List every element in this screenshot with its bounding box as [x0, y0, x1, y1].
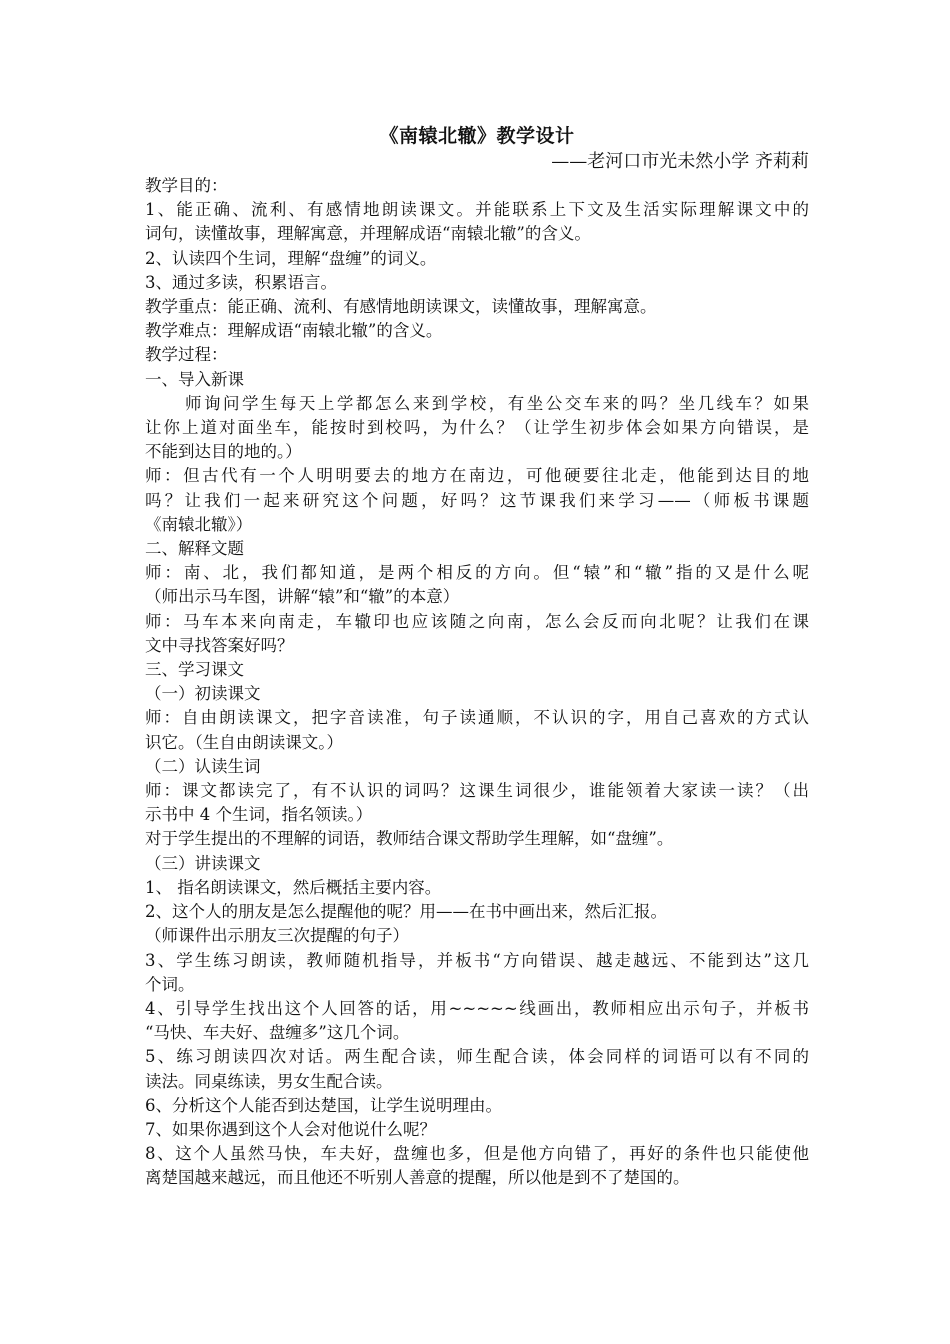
body-line: 3、学生练习朗读，教师随机指导，并板书“方向错误、越走越远、不能到达”这几: [145, 950, 809, 970]
body-line: （二）认读生词: [145, 756, 261, 776]
body-line: （一）初读课文: [145, 684, 261, 704]
body-line: 离楚国越来越远，而且他还不听别人善意的提醒，所以他是到不了楚国的。: [145, 1168, 690, 1188]
body-line: 师询问学生每天上学都怎么来到学校，有坐公交车来的吗？坐几线车？如果: [185, 393, 809, 413]
body-line: 《南辕北辙》）: [145, 514, 253, 534]
body-line: 教学过程：: [145, 345, 228, 365]
body-line: 师：南、北，我们都知道，是两个相反的方向。但“辕”和“辙”指的又是什么呢: [145, 563, 809, 583]
body-line: （师出示马车图，讲解“辕”和“辙”的本意）: [145, 587, 460, 607]
document-page: [145, 122, 809, 1191]
body-line: 二、解释文题: [145, 539, 244, 559]
body-line: 识它。（生自由朗读课文。）: [145, 732, 343, 752]
body-line: 不能到达目的地的。）: [145, 442, 302, 462]
body-line: 个词。: [145, 974, 195, 994]
body-line: 3、通过多读，积累语言。: [145, 272, 337, 292]
body-line: 8、这个人虽然马快，车夫好，盘缠也多，但是他方向错了，再好的条件也只能使他: [145, 1144, 809, 1164]
body-line: 词句，读懂故事，理解寓意，并理解成语“南辕北辙”的含义。: [145, 224, 591, 244]
body-line: 读法。同桌练读，男女生配合读。: [145, 1071, 393, 1091]
body-line: 2、这个人的朋友是怎么提醒他的呢？用——在书中画出来，然后汇报。: [145, 902, 667, 922]
body-line: 6、分析这个人能否到达楚国，让学生说明理由。: [145, 1095, 502, 1115]
body-line: 1、能正确、流利、有感情地朗读课文。并能联系上下文及生活实际理解课文中的: [145, 200, 809, 220]
document-title: 《南辕北辙》教学设计: [379, 125, 575, 147]
body-line: 吗？让我们一起来研究这个问题，好吗？这节课我们来学习——（师板书课题: [145, 490, 809, 510]
body-line: 师：课文都读完了，有不认识的词吗？这课生词很少，谁能领着大家读一读？（出: [145, 781, 809, 801]
body-line: 对于学生提出的不理解的词语，教师结合课文帮助学生理解，如“盘缠”。: [145, 829, 674, 849]
body-line: （三）讲读课文: [145, 853, 261, 873]
body-line: 2、认读四个生词，理解“盘缠”的词义。: [145, 248, 437, 268]
body-line: 文中寻找答案好吗？: [145, 635, 294, 655]
body-line: 5、练习朗读四次对话。两生配合读，师生配合读，体会同样的词语可以有不同的: [145, 1047, 809, 1067]
document-body: [145, 174, 809, 1191]
body-line: “马快、车夫好、盘缠多”这几个词。: [145, 1023, 410, 1043]
body-line: 师：自由朗读课文，把字音读准，句子读通顺，不认识的字，用自己喜欢的方式认: [145, 708, 809, 728]
body-line: 教学难点：理解成语“南辕北辙”的含义。: [145, 321, 443, 341]
body-line: 三、学习课文: [145, 660, 244, 680]
body-line: 教学重点：能正确、流利、有感情地朗读课文，读懂故事，理解寓意。: [145, 297, 657, 317]
body-line: 示书中 4 个生词，指名领读。）: [145, 805, 373, 825]
body-line: 4、引导学生找出这个人回答的话，用~~~~~线画出，教师相应出示句子，并板书: [145, 998, 809, 1018]
body-line: 师：马车本来向南走，车辙印也应该随之向南，怎么会反而向北呢？让我们在课: [145, 611, 809, 631]
body-line: 让你上道对面坐车，能按时到校吗，为什么？（让学生初步体会如果方向错误，是: [145, 418, 809, 438]
body-line: （师课件出示朋友三次提醒的句子）: [145, 926, 409, 946]
body-line: 一、导入新课: [145, 369, 244, 389]
body-line: 1、 指名朗读课文，然后概括主要内容。: [145, 877, 442, 897]
document-author: ——老河口市光未然小学 齐莉莉: [551, 151, 809, 172]
body-line: 师：但古代有一个人明明要去的地方在南边，可他硬要往北走，他能到达目的地: [145, 466, 809, 486]
body-line: 教学目的：: [145, 176, 228, 195]
body-line: 7、如果你遇到这个人会对他说什么呢？: [145, 1119, 436, 1139]
